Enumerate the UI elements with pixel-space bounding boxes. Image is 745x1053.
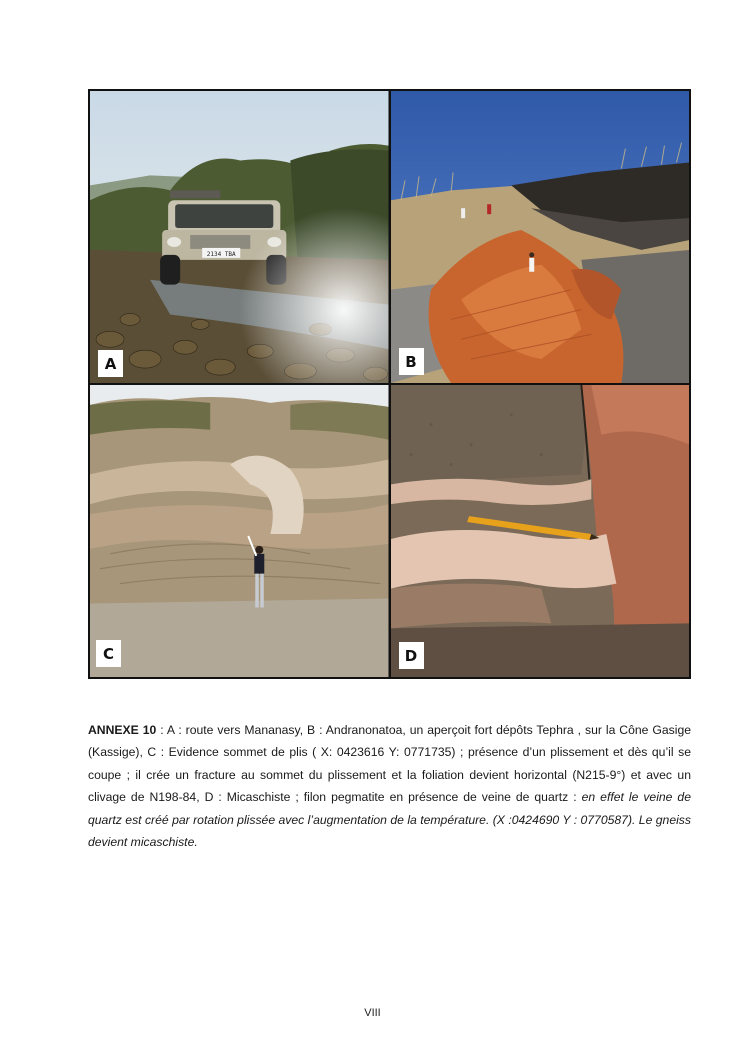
panel-label-d: D bbox=[399, 642, 424, 669]
caption-italic-text: en effet le veine de quartz est créé par rotation plissée avec l’augmentation de la température. (X :0424690 Y : 0770587). Le gneiss devient micaschiste. bbox=[88, 790, 691, 850]
caption-lead: ANNEXE 10 bbox=[88, 723, 157, 737]
photo-panel-c bbox=[90, 385, 389, 677]
page-number: VIII bbox=[364, 1007, 381, 1019]
figure-annexe-10 bbox=[88, 89, 691, 679]
tephra-outcrop-photo bbox=[391, 91, 690, 383]
figure-caption bbox=[88, 719, 691, 853]
caption-text: : A : route vers Mananasy, B : Andranonatoa, un aperçoit fort dépôts Tephra , sur la Cône Gasige (Kassige), C : Evidence sommet de plis ( X: 0423616 Y: 0771735) ; présence d’un plissement et dès qu’il se coupe ; il crée un fracture au sommet du plissement et la foliation devient horizontal (N215-9°) et avec un clivage de N198-84, D : Micaschiste ; filon pegmatite en présence de veine de quartz : bbox=[88, 723, 692, 805]
fold-outcrop-photo bbox=[90, 385, 389, 677]
pegmatite-vein-photo bbox=[391, 385, 690, 677]
photo-panel-b bbox=[391, 91, 690, 383]
road-car-photo bbox=[90, 91, 389, 383]
photo-panel-d bbox=[391, 385, 690, 677]
panel-label-b: B bbox=[399, 348, 424, 375]
panel-label-a: A bbox=[98, 350, 123, 377]
panel-label-c: C bbox=[96, 640, 121, 667]
photo-panel-a bbox=[90, 91, 389, 383]
